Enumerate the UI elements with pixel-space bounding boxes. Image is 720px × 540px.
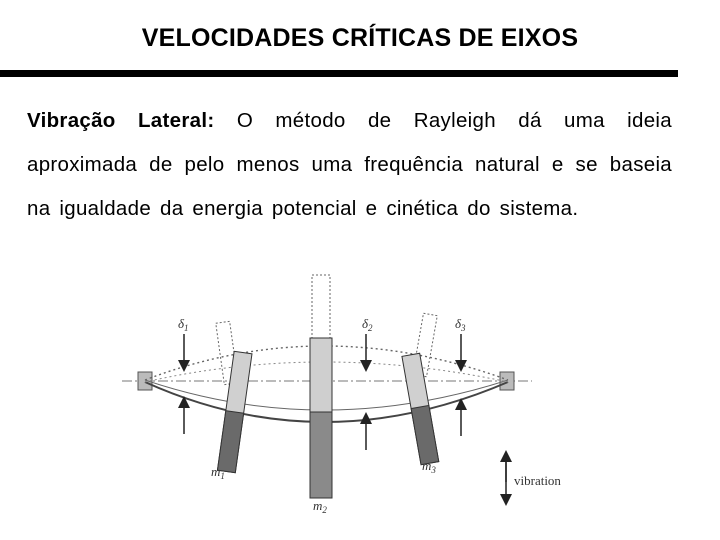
m1-label: $m_1$ [211, 464, 225, 481]
delta1-label: $\delta_1$ [178, 316, 189, 333]
paragraph-label: Vibração Lateral: [27, 109, 215, 132]
paragraph-text: O método de Rayleigh dá uma ideia aproximada de pelo menos uma frequência natural e se baseia na igualdade da energia potencial e cinética do sistema. [27, 109, 672, 220]
body-paragraph [27, 99, 672, 231]
diagram-svg [100, 262, 600, 522]
right-bearing [500, 372, 514, 390]
left-bearing [138, 372, 152, 390]
disk-m3 [402, 353, 439, 464]
title-divider [0, 70, 678, 77]
shaft-vibration-diagram [100, 262, 600, 522]
delta2-label: $\delta_2$ [362, 316, 373, 333]
vibration-label: vibration [514, 473, 561, 488]
disk-m2 [310, 338, 332, 498]
m3-label: $m_3$ [422, 458, 436, 475]
delta3-label: $\delta_3$ [455, 316, 466, 333]
slide-title: VELOCIDADES CRÍTICAS DE EIXOS [141, 24, 579, 52]
m2-label: $m_2$ [313, 498, 327, 515]
